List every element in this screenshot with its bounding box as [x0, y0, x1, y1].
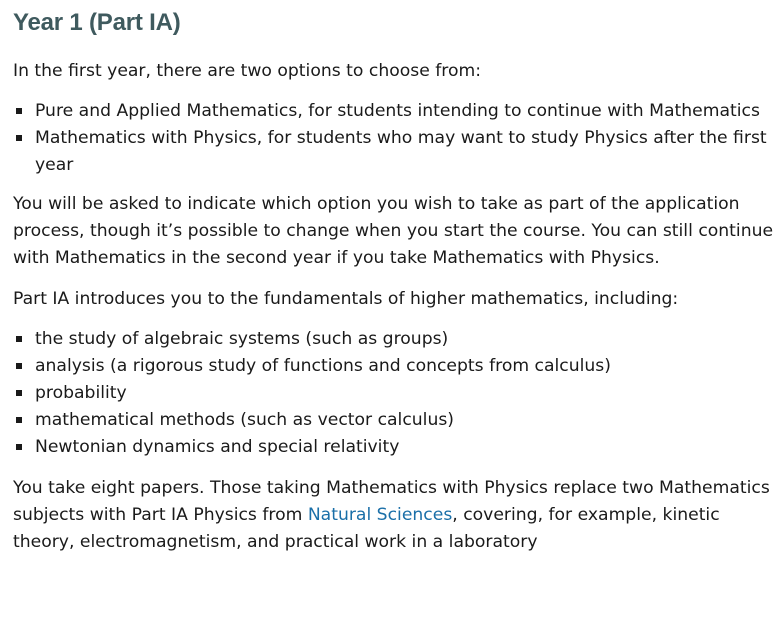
list-item-text: mathematical methods (such as vector calculus) [35, 410, 455, 430]
bullet-icon [16, 417, 22, 423]
papers-paragraph [13, 475, 778, 556]
article-content [13, 0, 778, 556]
bullet-icon [16, 444, 22, 450]
section-heading: Year 1 (Part IA) [13, 9, 181, 36]
list-item-text: Mathematics with Physics, for students who may want to study Physics after the first year [35, 128, 767, 175]
list-item-text: analysis (a rigorous study of functions and concepts from calculus) [35, 356, 611, 376]
list-item [13, 125, 778, 179]
list-item-text: the study of algebraic systems (such as groups) [35, 329, 449, 349]
bullet-icon [16, 363, 22, 369]
options-list [13, 98, 778, 179]
bullet-icon [16, 135, 22, 141]
papers-text-after-link: , covering, for example, kinetic theory, electromagnetism, and practical work in a laboratory [13, 505, 720, 552]
list-item [13, 353, 778, 380]
part-ia-intro-paragraph: Part IA introduces you to the fundamentals of higher mathematics, including: [13, 289, 679, 309]
natural-sciences-link[interactable]: Natural Sciences [307, 505, 453, 525]
topics-list [13, 326, 778, 461]
papers-text-before-link: You take eight papers. Those taking Mathematics with Physics replace two Mathematics subjects with Part IA Physics from [13, 478, 770, 525]
list-item-text: Pure and Applied Mathematics, for students intending to continue with Mathematics [35, 101, 760, 121]
list-item-text: probability [35, 383, 127, 403]
bullet-icon [16, 390, 22, 396]
bullet-icon [16, 108, 22, 114]
option-note-paragraph: You will be asked to indicate which option you wish to take as part of the application process, though it’s possible to change when you start the course. You can still continue with Mathematics in the second year if you take Mathematics with Physics. [13, 194, 774, 268]
intro-paragraph: In the first year, there are two options to choose from: [13, 61, 482, 81]
list-item [13, 434, 778, 461]
list-item [13, 407, 778, 434]
bullet-icon [16, 336, 22, 342]
list-item [13, 380, 778, 407]
list-item-text: Newtonian dynamics and special relativity [35, 437, 400, 457]
list-item [13, 326, 778, 353]
list-item [13, 98, 778, 125]
